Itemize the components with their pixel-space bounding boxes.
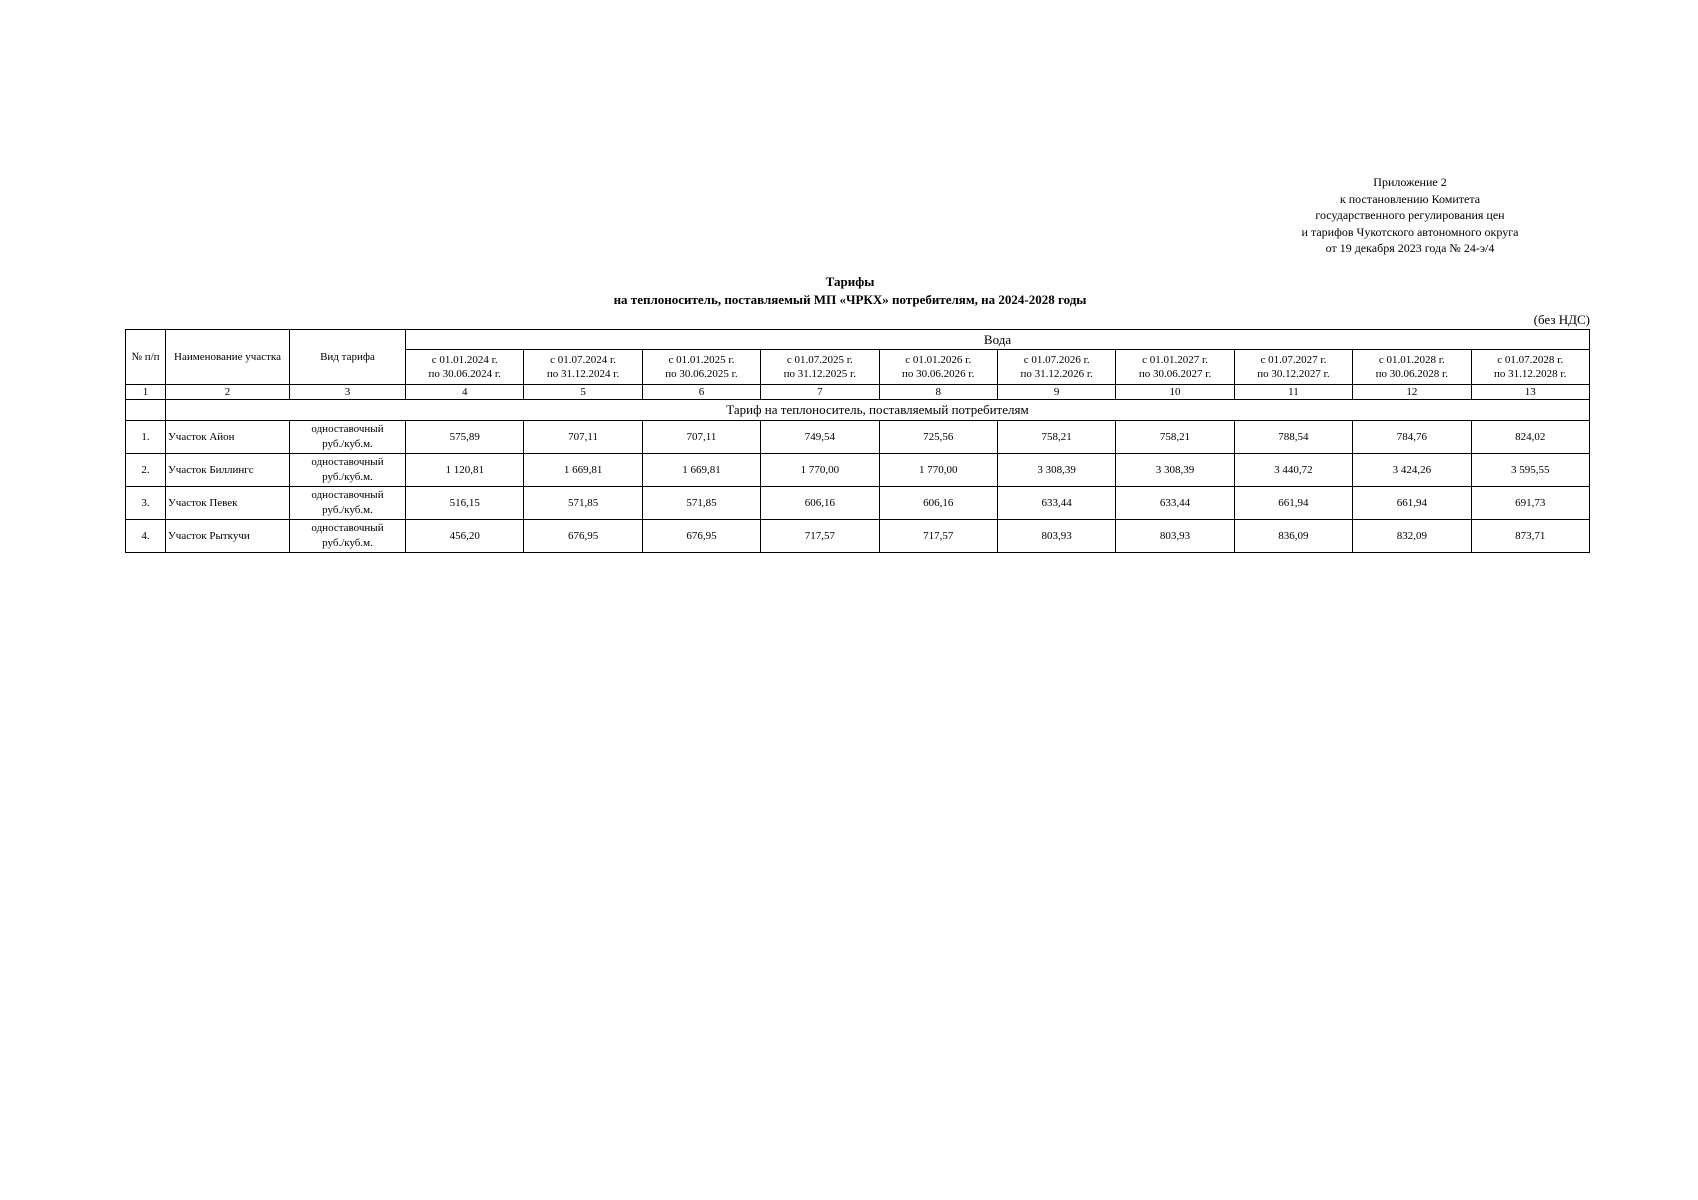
- appendix-line: от 19 декабря 2023 года № 24-э/4: [1325, 241, 1495, 255]
- appendix-line: к постановлению Комитета: [1339, 191, 1481, 206]
- period-from: с 01.07.2026 г.: [1023, 354, 1090, 366]
- header-num: № п/п: [126, 330, 166, 385]
- tariff-value-cell: 788,54: [1234, 421, 1352, 454]
- tariff-value-cell: 456,20: [406, 520, 524, 553]
- row-name: Участок Айон: [166, 421, 290, 454]
- tariff-value-cell: 571,85: [642, 487, 760, 520]
- period-to: по 31.12.2026 г.: [1020, 368, 1093, 380]
- row-name: Участок Рыткучи: [166, 520, 290, 553]
- document-title: Тарифы: [825, 274, 875, 289]
- tariff-type-label: одноставочный: [311, 522, 384, 534]
- period-to: по 30.06.2027 г.: [1138, 368, 1212, 380]
- period-from: с 01.07.2027 г.: [1260, 354, 1327, 366]
- tariff-value-cell: 691,73: [1471, 487, 1589, 520]
- tariff-value-cell: 661,94: [1234, 487, 1352, 520]
- appendix-line: государственного регулирования цен: [1315, 208, 1505, 222]
- header-name: Наименование участка: [166, 330, 290, 385]
- period-header-cell: [1353, 350, 1471, 385]
- column-number-cell: 9: [997, 385, 1115, 400]
- column-number-cell: 2: [166, 385, 290, 400]
- period-header-cell: [642, 350, 760, 385]
- tariff-type-label: одноставочный: [311, 489, 384, 501]
- period-from: с 01.01.2028 г.: [1378, 354, 1445, 366]
- column-number-cell: 7: [761, 385, 879, 400]
- period-to: по 30.06.2024 г.: [428, 368, 501, 380]
- column-number-cell: 1: [126, 385, 166, 400]
- column-number-cell: 8: [879, 385, 997, 400]
- row-tariff-type: [290, 454, 406, 487]
- tariff-value-cell: 3 595,55: [1471, 454, 1589, 487]
- tariff-value-cell: 832,09: [1353, 520, 1471, 553]
- tariff-value-cell: 836,09: [1234, 520, 1352, 553]
- tariff-value-cell: 3 424,26: [1353, 454, 1471, 487]
- table-row: [126, 520, 1590, 553]
- tariff-unit-label: руб./куб.м.: [322, 471, 373, 483]
- period-header-cell: [524, 350, 642, 385]
- column-number-cell: 10: [1116, 385, 1234, 400]
- section-spacer: [126, 400, 166, 421]
- period-header-cell: [406, 350, 524, 385]
- tariff-value-cell: 1 770,00: [879, 454, 997, 487]
- row-number: 4.: [126, 520, 166, 553]
- row-number: 2.: [126, 454, 166, 487]
- document-subtitle: на теплоноситель, поставляемый МП «ЧРКХ» потребителям, на 2024-2028 годы: [613, 292, 1087, 307]
- tariff-value-cell: 824,02: [1471, 421, 1589, 454]
- tariff-value-cell: 633,44: [1116, 487, 1234, 520]
- tariff-value-cell: 873,71: [1471, 520, 1589, 553]
- tariff-value-cell: 516,15: [406, 487, 524, 520]
- period-to: по 30.06.2025 г.: [665, 368, 738, 380]
- header-tariff-type: Вид тарифа: [290, 330, 406, 385]
- tariff-value-cell: 676,95: [524, 520, 642, 553]
- period-from: с 01.07.2028 г.: [1497, 354, 1564, 366]
- tariff-value-cell: 758,21: [997, 421, 1115, 454]
- tariff-type-label: одноставочный: [311, 423, 384, 435]
- tariff-value-cell: 784,76: [1353, 421, 1471, 454]
- period-to: по 31.12.2024 г.: [546, 368, 620, 380]
- appendix-line: и тарифов Чукотского автономного округа: [1301, 224, 1519, 239]
- tariff-value-cell: 575,89: [406, 421, 524, 454]
- tariff-value-cell: 749,54: [761, 421, 879, 454]
- row-tariff-type: [290, 520, 406, 553]
- tariff-value-cell: 717,57: [761, 520, 879, 553]
- period-from: с 01.07.2025 г.: [786, 354, 853, 366]
- tariff-value-cell: 725,56: [879, 421, 997, 454]
- period-header-cell: [1471, 350, 1589, 385]
- tariff-value-cell: 707,11: [524, 421, 642, 454]
- column-number-cell: 3: [290, 385, 406, 400]
- column-number-cell: 5: [524, 385, 642, 400]
- tariff-value-cell: 717,57: [879, 520, 997, 553]
- column-number-cell: 6: [642, 385, 760, 400]
- tariff-value-cell: 571,85: [524, 487, 642, 520]
- row-number: 1.: [126, 421, 166, 454]
- period-to: по 31.12.2028 г.: [1494, 368, 1567, 380]
- period-header-cell: [761, 350, 879, 385]
- tariff-type-label: одноставочный: [311, 456, 384, 468]
- table-body: [126, 421, 1590, 553]
- tariff-value-cell: 606,16: [879, 487, 997, 520]
- period-from: с 01.01.2024 г.: [431, 354, 498, 366]
- tariff-unit-label: руб./куб.м.: [322, 504, 373, 516]
- section-row: [126, 400, 1590, 421]
- column-number-cell: 11: [1234, 385, 1352, 400]
- tariff-value-cell: 1 669,81: [524, 454, 642, 487]
- unit-note: (без НДС): [1533, 312, 1590, 327]
- tariff-value-cell: 676,95: [642, 520, 760, 553]
- column-number-cell: 4: [406, 385, 524, 400]
- period-to: по 31.12.2025 г.: [783, 368, 857, 380]
- tariff-value-cell: 606,16: [761, 487, 879, 520]
- period-to: по 30.06.2028 г.: [1375, 368, 1449, 380]
- header-group-water: Вода: [406, 330, 1590, 350]
- tariff-value-cell: 707,11: [642, 421, 760, 454]
- tariff-value-cell: 803,93: [997, 520, 1115, 553]
- tariff-value-cell: 3 440,72: [1234, 454, 1352, 487]
- column-number-row: [126, 385, 1590, 400]
- tariff-value-cell: 3 308,39: [997, 454, 1115, 487]
- period-from: с 01.01.2027 г.: [1142, 354, 1208, 366]
- tariff-value-cell: 1 770,00: [761, 454, 879, 487]
- tariff-table: [125, 329, 1590, 553]
- tariff-value-cell: 803,93: [1116, 520, 1234, 553]
- period-header-cell: [1234, 350, 1352, 385]
- tariff-unit-label: руб./куб.м.: [322, 438, 373, 450]
- tariff-value-cell: 661,94: [1353, 487, 1471, 520]
- tariff-unit-label: руб./куб.м.: [322, 537, 373, 549]
- period-header-cell: [879, 350, 997, 385]
- row-number: 3.: [126, 487, 166, 520]
- period-from: с 01.01.2026 г.: [905, 354, 972, 366]
- appendix-block: [1240, 174, 1580, 257]
- row-tariff-type: [290, 487, 406, 520]
- row-name: Участок Певек: [166, 487, 290, 520]
- header-row: [126, 330, 1590, 350]
- row-tariff-type: [290, 421, 406, 454]
- section-title: Тариф на теплоноситель, поставляемый потребителям: [166, 400, 1590, 421]
- period-from: с 01.01.2025 г.: [668, 354, 735, 366]
- table-row: [126, 487, 1590, 520]
- period-to: по 30.06.2026 г.: [902, 368, 975, 380]
- tariff-value-cell: 1 669,81: [642, 454, 760, 487]
- row-name: Участок Биллингс: [166, 454, 290, 487]
- appendix-line: Приложение 2: [1373, 175, 1447, 189]
- tariff-value-cell: 633,44: [997, 487, 1115, 520]
- tariff-value-cell: 3 308,39: [1116, 454, 1234, 487]
- column-number-cell: 13: [1471, 385, 1589, 400]
- period-header-cell: [997, 350, 1115, 385]
- column-number-cell: 12: [1353, 385, 1471, 400]
- period-header-cell: [1116, 350, 1234, 385]
- tariff-value-cell: 758,21: [1116, 421, 1234, 454]
- table-row: [126, 454, 1590, 487]
- period-from: с 01.07.2024 г.: [550, 354, 617, 366]
- period-to: по 30.12.2027 г.: [1257, 368, 1330, 380]
- tariff-value-cell: 1 120,81: [406, 454, 524, 487]
- table-row: [126, 421, 1590, 454]
